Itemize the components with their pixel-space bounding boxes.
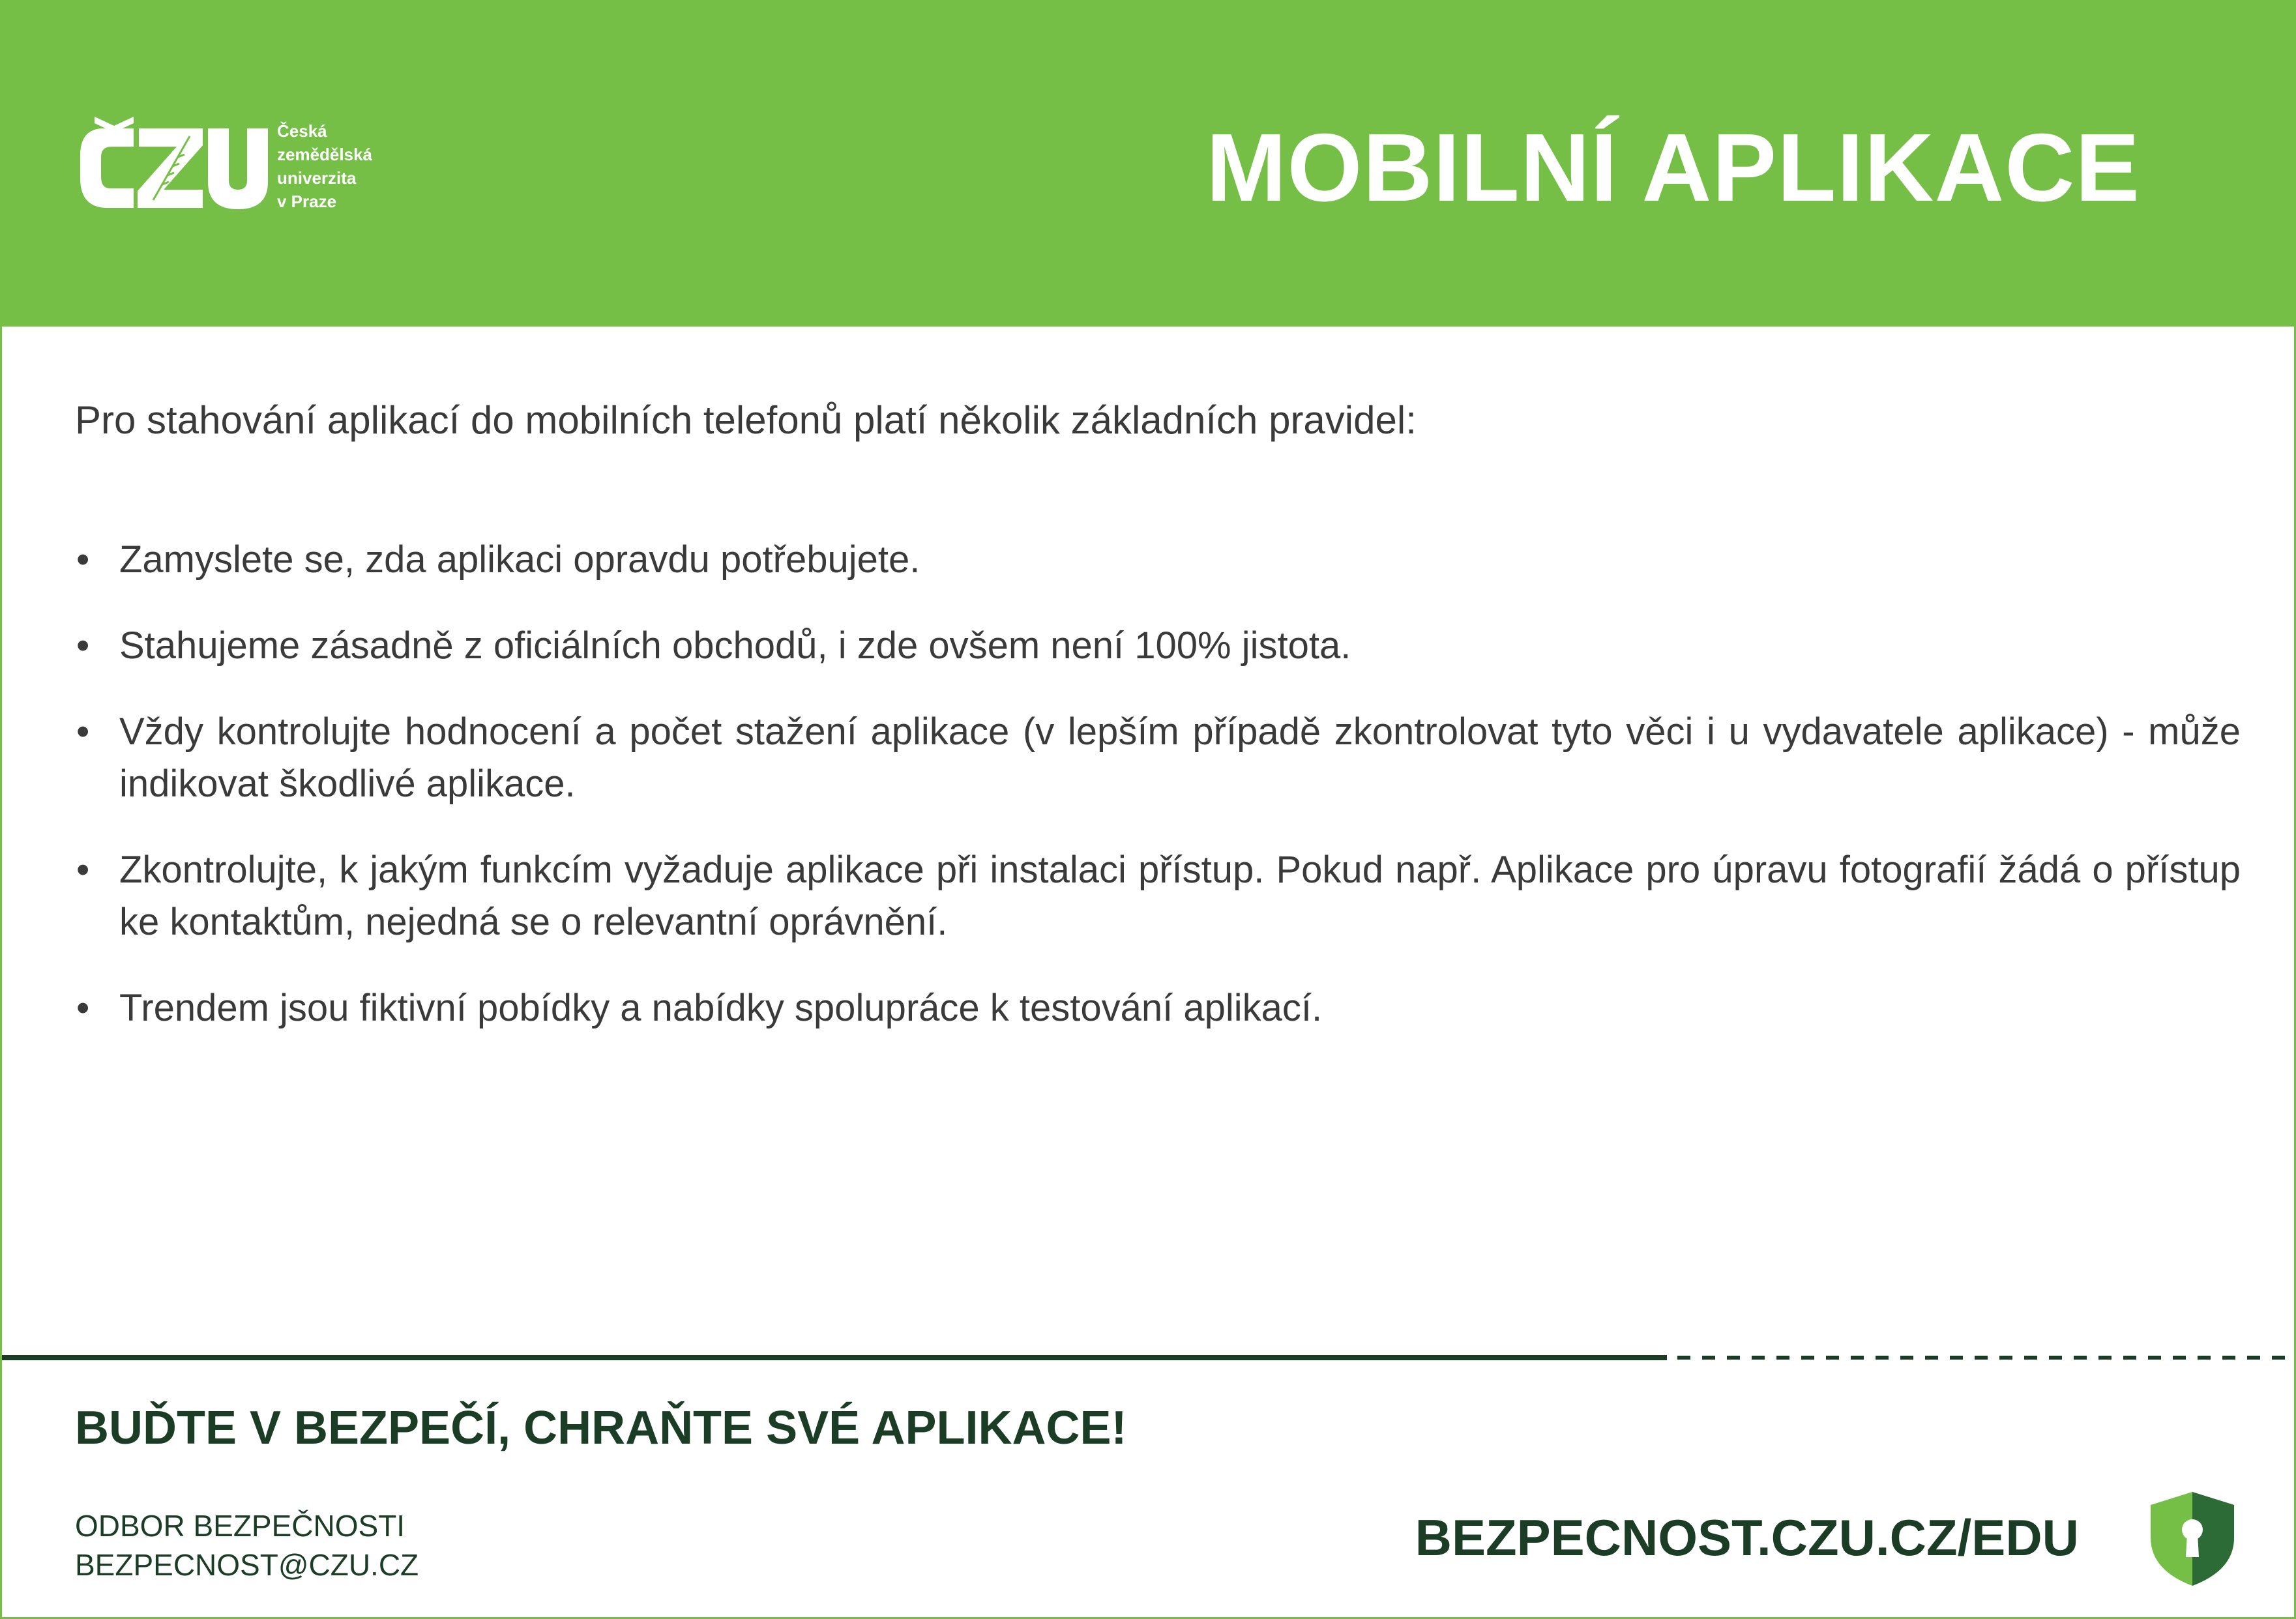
- bullet-icon: •: [76, 710, 90, 753]
- bullet-icon: •: [76, 987, 90, 1029]
- footer-slogan: BUĎTE V BEZPEČÍ, CHRAŇTE SVÉ APLIKACE!: [75, 1402, 1127, 1454]
- rule-text: Zkontrolujte, k jakým funkcím vyžaduje aplikace při instalaci přístup. Pokud např. Aplikace pro úpravu fotografií žádá o přístup ke kontaktům, nejedná se o relevantní oprávnění.: [119, 849, 2241, 943]
- czu-logo: [75, 117, 388, 216]
- logo-line: univerzita: [277, 168, 357, 188]
- contact-email[interactable]: BEZPECNOST@CZU.CZ: [75, 1548, 419, 1582]
- logo-line: Česká: [277, 121, 327, 141]
- bullet-icon: •: [76, 538, 90, 581]
- rule-text: Trendem jsou fiktivní pobídky a nabídky spolupráce k testování aplikací.: [119, 987, 1323, 1029]
- shield-keyhole-icon: [2147, 1489, 2238, 1587]
- rule-text: Vždy kontrolujte hodnocení a počet stažení aplikace (v lepším případě zkontrolovat tyto věci i u vydavatele aplikace) - může indikovat škodlivé aplikace.: [119, 710, 2241, 805]
- rule-text: Zamyslete se, zda aplikaci opravdu potřebujete.: [119, 538, 920, 581]
- list-item: [75, 620, 2241, 672]
- list-item: [75, 844, 2241, 948]
- footer-divider-solid: [2, 1355, 1667, 1360]
- rules-list: [75, 534, 2241, 1034]
- department-name: ODBOR BEZPEČNOSTI: [75, 1509, 405, 1543]
- logo-line: zemědělská: [277, 145, 372, 164]
- czu-wordmark-icon: [75, 117, 271, 216]
- footer-url-link[interactable]: BEZPECNOST.CZU.CZ/EDU: [1415, 1509, 2079, 1566]
- department-contact: [75, 1506, 419, 1584]
- logo-text: [277, 119, 372, 213]
- bullet-icon: •: [76, 849, 90, 891]
- bullet-icon: •: [76, 624, 90, 667]
- page-title: MOBILNÍ APLIKACE: [1206, 114, 2140, 222]
- logo-line: v Praze: [277, 192, 337, 211]
- header-banner: [2, 2, 2294, 327]
- intro-text: Pro stahování aplikací do mobilních telefonů platí několik základních pravidel:: [75, 398, 1417, 442]
- list-item: [75, 706, 2241, 810]
- rule-text: Stahujeme zásadně z oficiálních obchodů, i zde ovšem není 100% jistota.: [119, 624, 1351, 667]
- footer-divider-dashed: [1677, 1356, 2296, 1360]
- content: [75, 393, 2241, 1068]
- list-item: [75, 534, 2241, 586]
- list-item: [75, 982, 2241, 1034]
